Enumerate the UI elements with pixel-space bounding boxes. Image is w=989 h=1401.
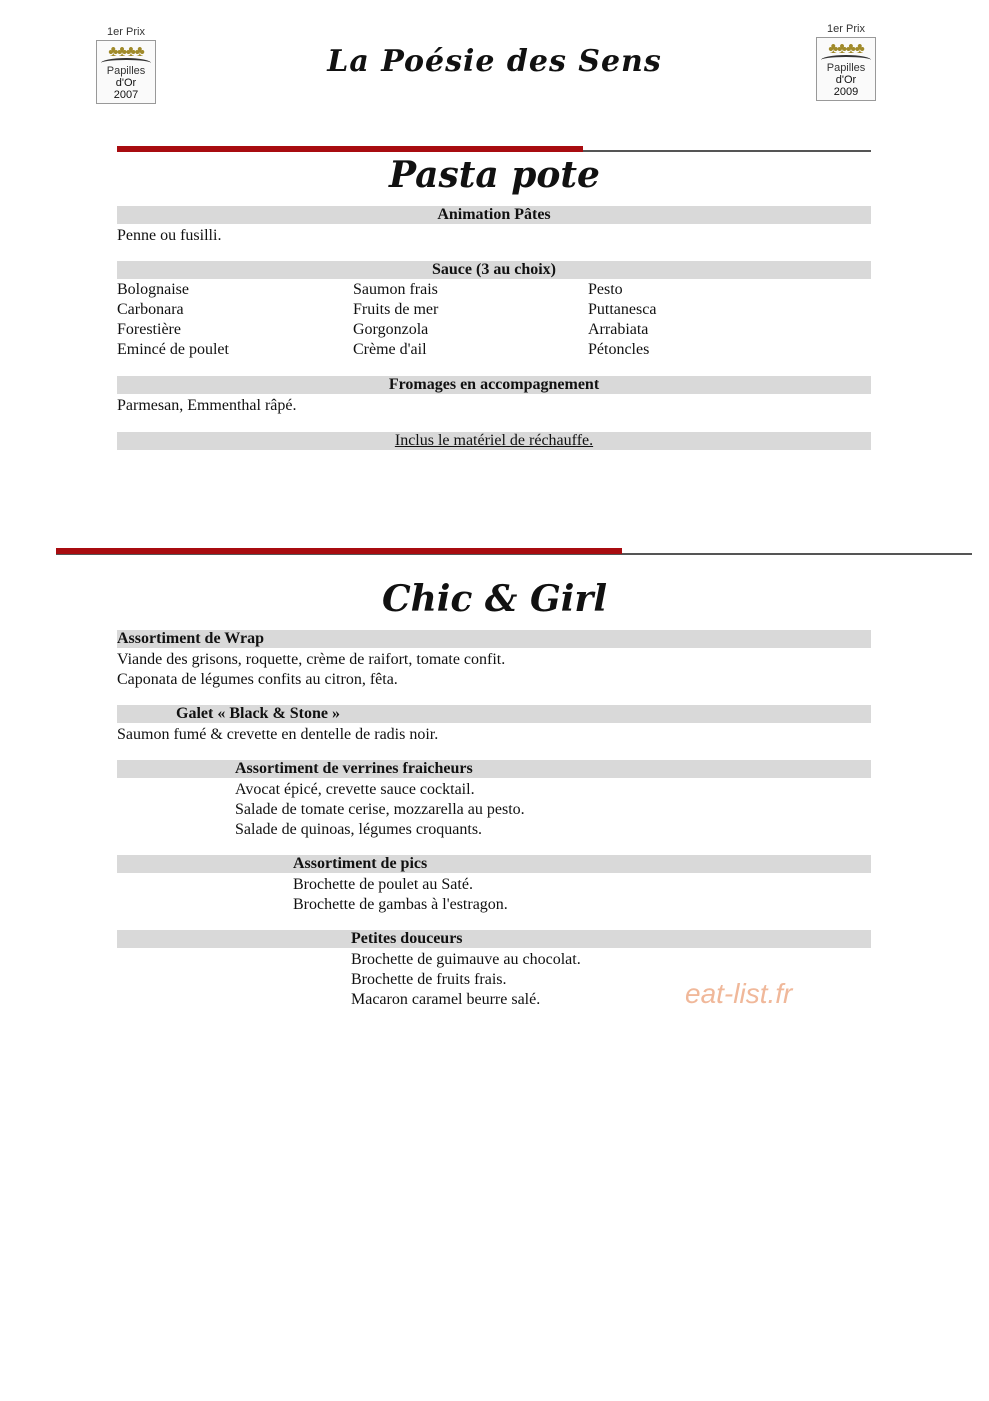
note-bar — [117, 432, 871, 450]
verrines-item: Salade de tomate cerise, mozzarella au pesto. — [235, 801, 525, 818]
award-prix-label: 1er Prix — [827, 23, 865, 35]
sauce-column-1 — [117, 280, 229, 360]
award-year: 2007 — [113, 89, 139, 101]
sauce-item: Emincé de poulet — [117, 341, 229, 358]
sauce-item: Pétoncles — [588, 341, 650, 358]
verrines-item: Avocat épicé, crevette sauce cocktail. — [235, 781, 475, 798]
douceurs-item: Brochette de guimauve au chocolat. — [351, 951, 581, 968]
award-name-1: Papilles — [826, 62, 866, 74]
wrap-item: Caponata de légumes confits au citron, fêta. — [117, 671, 398, 688]
heading-wrap-label: Assortiment de Wrap — [117, 630, 264, 647]
section-divider-accent — [56, 548, 622, 554]
sauce-item: Saumon frais — [353, 281, 438, 298]
sauce-column-2 — [353, 280, 438, 360]
sauce-item: Arrabiata — [588, 321, 649, 338]
heading-galet — [117, 705, 871, 723]
heading-pics-label: Assortiment de pics — [293, 855, 428, 872]
sauce-item: Fruits de mer — [353, 301, 439, 318]
sauce-item: Crème d'ail — [353, 341, 427, 358]
award-logo — [816, 37, 876, 101]
fromages-text: Parmesan, Emmenthal râpé. — [117, 397, 297, 414]
sauce-item: Carbonara — [117, 301, 184, 318]
watermark-text: eat-list.fr — [685, 978, 793, 1009]
pics-item: Brochette de poulet au Saté. — [293, 876, 473, 893]
sauce-item: Gorgonzola — [353, 321, 429, 338]
section-divider-accent — [117, 146, 583, 152]
leaves-icon: ♣♣♣♣ — [108, 44, 144, 60]
leaves-icon: ♣♣♣♣ — [828, 41, 864, 57]
sauce-item: Bolognaise — [117, 281, 189, 298]
sauce-item: Forestière — [117, 321, 181, 338]
award-year: 2009 — [833, 86, 859, 98]
heading-animation-pates: Animation Pâtes — [117, 206, 871, 224]
sauce-item: Puttanesca — [588, 301, 657, 318]
heading-sauce: Sauce (3 au choix) — [117, 261, 871, 279]
brand-title: La Poésie des Sens — [327, 44, 662, 79]
douceurs-item: Macaron caramel beurre salé. — [351, 991, 541, 1008]
douceurs-item: Brochette de fruits frais. — [351, 971, 507, 988]
sauce-item: Pesto — [588, 281, 623, 298]
section-title-chic: Chic & Girl — [381, 578, 608, 620]
arc-decoration — [821, 55, 871, 65]
wrap-item: Viande des grisons, roquette, crème de raifort, tomate confit. — [117, 651, 506, 668]
note-text: Inclus le matériel de réchauffe. — [394, 432, 594, 449]
award-name-2: d'Or — [115, 77, 137, 89]
award-badge-2009 — [806, 23, 886, 101]
galet-item: Saumon fumé & crevette en dentelle de radis noir. — [117, 726, 439, 743]
heading-douceurs-label: Petites douceurs — [351, 930, 463, 947]
award-name-1: Papilles — [106, 65, 146, 77]
heading-wrap — [117, 630, 871, 648]
heading-pics — [117, 855, 871, 873]
award-prix-label: 1er Prix — [107, 26, 145, 38]
heading-fromages: Fromages en accompagnement — [117, 376, 871, 394]
heading-verrines — [117, 760, 871, 778]
sauce-column-3 — [588, 280, 656, 360]
pics-item: Brochette de gambas à l'estragon. — [293, 896, 508, 913]
verrines-item: Salade de quinoas, légumes croquants. — [235, 821, 483, 838]
animation-text: Penne ou fusilli. — [117, 227, 222, 244]
section-title-pasta: Pasta pote — [389, 154, 600, 196]
heading-verrines-label: Assortiment de verrines fraicheurs — [235, 760, 473, 777]
heading-galet-label: Galet « Black & Stone » — [176, 705, 340, 722]
heading-douceurs — [117, 930, 871, 948]
award-name-2: d'Or — [835, 74, 857, 86]
